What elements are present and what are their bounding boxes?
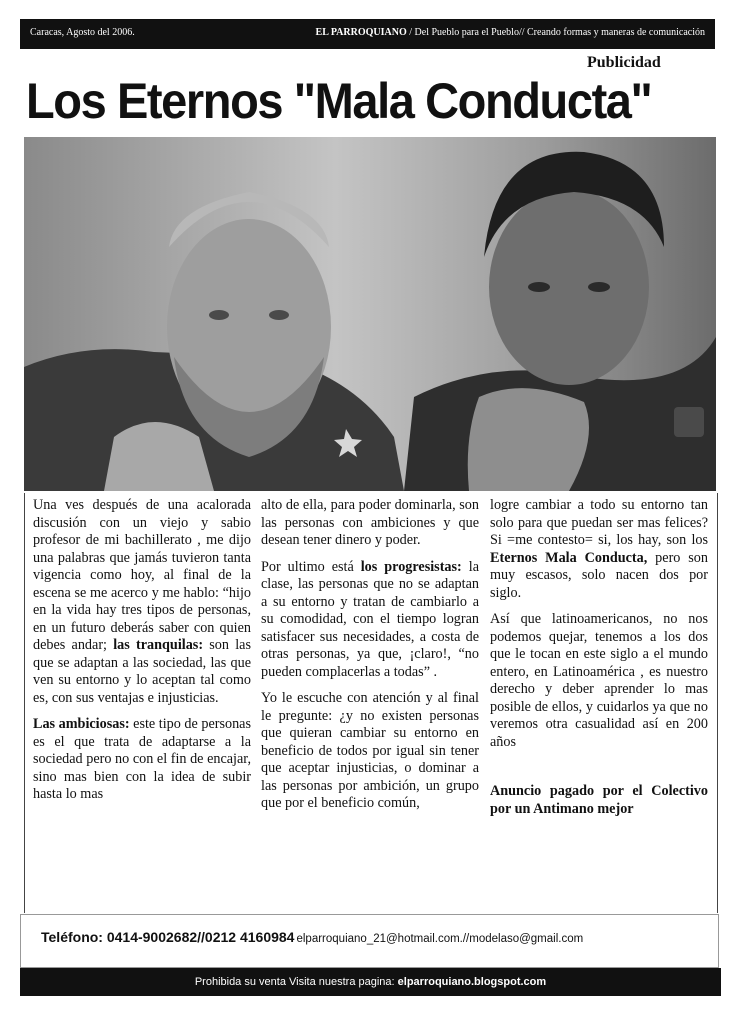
contact-line xyxy=(41,929,583,947)
paragraph xyxy=(490,497,708,602)
footer-notice: Prohibida su venta Visita nuestra pagina: xyxy=(194,976,398,988)
paragraph xyxy=(33,497,251,707)
paragraph: Así que latinoamericanos, no nos podemos quejar, tenemos a los dos que le tocan en este siglo a el mundo entero, en Latinoamérica , es nuestro derecho y deber aprender lo mas posible de ellos, y cuidarlos ya que no veremos otra casualidad así en 200 años xyxy=(490,611,708,750)
paragraph xyxy=(33,716,251,804)
text-run: son las que se adaptan a las sociedad, las que ven su entorno y lo aceptan tal como es, con sus ventajas e injusticias. xyxy=(33,637,251,706)
text-run: la clase, las personas que no se adaptan a su entorno y tratan de cambiarlo a su comodidad, con el tiempo logran satisfacer sus necesidades, a costa de otras personas, ya que, ¡claro!, “no pueden complacerlas a todas” . xyxy=(261,558,479,680)
term-las-tranquilas: las tranquilas: xyxy=(113,637,204,653)
publication-name: EL PARROQUIANO xyxy=(315,27,407,38)
term-eternos-mala-conducta: Eternos Mala Conducta, xyxy=(490,549,648,566)
paragraph: Yo le escuche con atención y al final le pregunte: ¿y no existen personas que quieran cambiar su entorno en beneficio de todos por igual sin tener que aceptar injusticias, o dominar a las personas por ambición, un grupo que por el beneficio común, xyxy=(261,690,479,811)
term-los-progresistas: los progresistas: xyxy=(360,558,462,575)
email-addresses[interactable]: elparroquiano_21@hotmail.com.//modelaso@gmail.com xyxy=(296,933,584,945)
website-link[interactable]: elparroquiano.blogspot.com xyxy=(397,976,547,988)
text-run: logre cambiar a todo su entorno tan solo para que puedan ser mas felices? Si =me contesto= si, los hay, son los xyxy=(490,497,708,548)
contact-box xyxy=(20,914,719,968)
ad-disclaimer: Anuncio pagado por el Colectivo por un Antimano mejor xyxy=(490,783,708,817)
publicidad-label: Publicidad xyxy=(587,54,661,71)
paragraph: alto de ella, para poder dominarla, son las personas con ambiciones y que desean tener dinero y poder. xyxy=(261,497,479,548)
text-run: este tipo de personas es el que trata de adaptarse a la sociedad pero no con el fin de encajar, sino mas bien con la idea de subir hasta lo mas xyxy=(33,716,251,802)
phone-numbers: Teléfono: 0414-9002682//0212 4160984 xyxy=(41,929,295,945)
masthead-bar xyxy=(20,19,715,49)
paragraph xyxy=(261,559,479,682)
article-body xyxy=(24,493,718,913)
article-column-2 xyxy=(261,497,479,822)
publication-tagline: / Del Pueblo para el Pueblo// Creando formas y maneras de comunicación xyxy=(409,27,705,38)
text-run: Por ultimo está xyxy=(261,558,361,575)
text-run: Una ves después de una acalorada discusión con un viejo y sabio profesor de mi bachillerato , me dijo una palabras que jamás tuvieron tanta vigencia como hoy, al final de la escena se me acerco y me hablo: “hijo en la vida hay tres tipos de personas, en un futuro deberás saber con quien debes andar; xyxy=(33,497,251,653)
masthead-title xyxy=(316,27,705,38)
headline: Los Eternos "Mala Conducta" xyxy=(26,73,652,129)
article-column-1 xyxy=(33,497,251,813)
lead-photo xyxy=(24,137,716,491)
location-date: Caracas, Agosto del 2006. xyxy=(30,27,135,38)
article-column-3 xyxy=(490,497,708,827)
footer-bar xyxy=(20,968,721,996)
text-run: pero son muy escasos, solo nacen dos por siglo. xyxy=(490,549,708,601)
term-las-ambiciosas: Las ambiciosas: xyxy=(33,716,130,732)
